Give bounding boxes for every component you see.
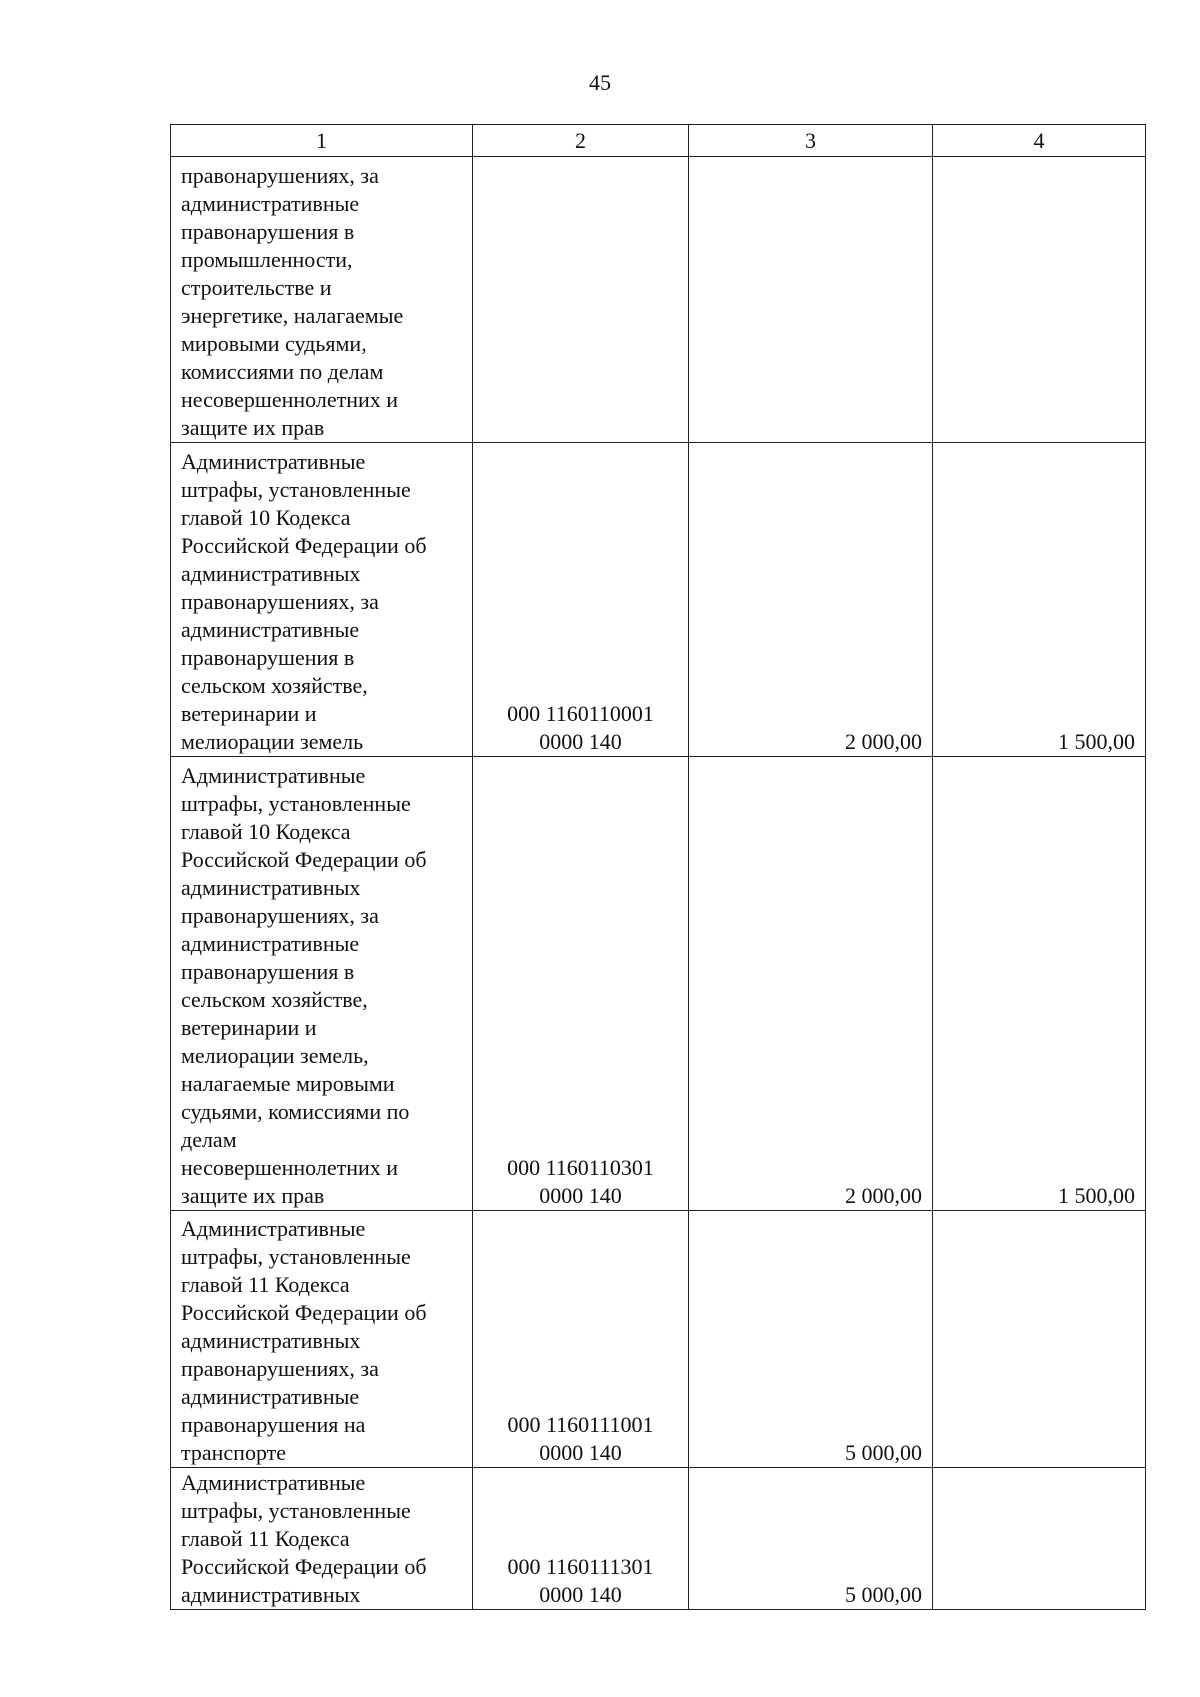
description-cell: Административные штрафы, установленные главой 10 Кодекса Российской Федерации об административных правонарушениях, за административные правонарушения в сельском хозяйстве, ветеринарии и мелиорации земель, налагаемые мировыми судьями, комиссиями по делам несовершеннолетних и защите их прав [171,757,473,1211]
value-cell-3: 5 000,00 [689,1211,933,1468]
value-cell-3 [689,157,933,443]
column-header-1: 1 [171,125,473,157]
column-header-3: 3 [689,125,933,157]
code-cell: 000 1160110001 0000 140 [473,443,689,757]
description-cell: Административные штрафы, установленные главой 10 Кодекса Российской Федерации об административных правонарушениях, за административные правонарушения в сельском хозяйстве, ветеринарии и мелиорации земель [171,443,473,757]
table-row [171,443,1146,757]
column-header-4: 4 [933,125,1146,157]
table-header-row [171,125,1146,157]
value-cell-3: 2 000,00 [689,757,933,1211]
value-cell-4 [933,1211,1146,1468]
code-cell: 000 1160111001 0000 140 [473,1211,689,1468]
column-header-2: 2 [473,125,689,157]
table-row [171,1468,1146,1610]
description-cell: Административные штрафы, установленные главой 11 Кодекса Российской Федерации об административных правонарушениях, за административные правонарушения на транспорте [171,1211,473,1468]
table-row [171,1211,1146,1468]
page-number: 45 [589,70,611,95]
description-cell: Административные штрафы, установленные главой 11 Кодекса Российской Федерации об административных [171,1468,473,1610]
code-cell: 000 1160111301 0000 140 [473,1468,689,1610]
value-cell-4 [933,1468,1146,1610]
budget-table [170,124,1146,1610]
code-cell [473,157,689,443]
value-cell-4: 1 500,00 [933,443,1146,757]
code-cell: 000 1160110301 0000 140 [473,757,689,1211]
value-cell-3: 5 000,00 [689,1468,933,1610]
value-cell-4 [933,157,1146,443]
value-cell-4: 1 500,00 [933,757,1146,1211]
table-row [171,157,1146,443]
table-row [171,757,1146,1211]
value-cell-3: 2 000,00 [689,443,933,757]
description-cell: правонарушениях, за административные правонарушения в промышленности, строительстве и энергетике, налагаемые мировыми судьями, комиссиями по делам несовершеннолетних и защите их прав [171,157,473,443]
